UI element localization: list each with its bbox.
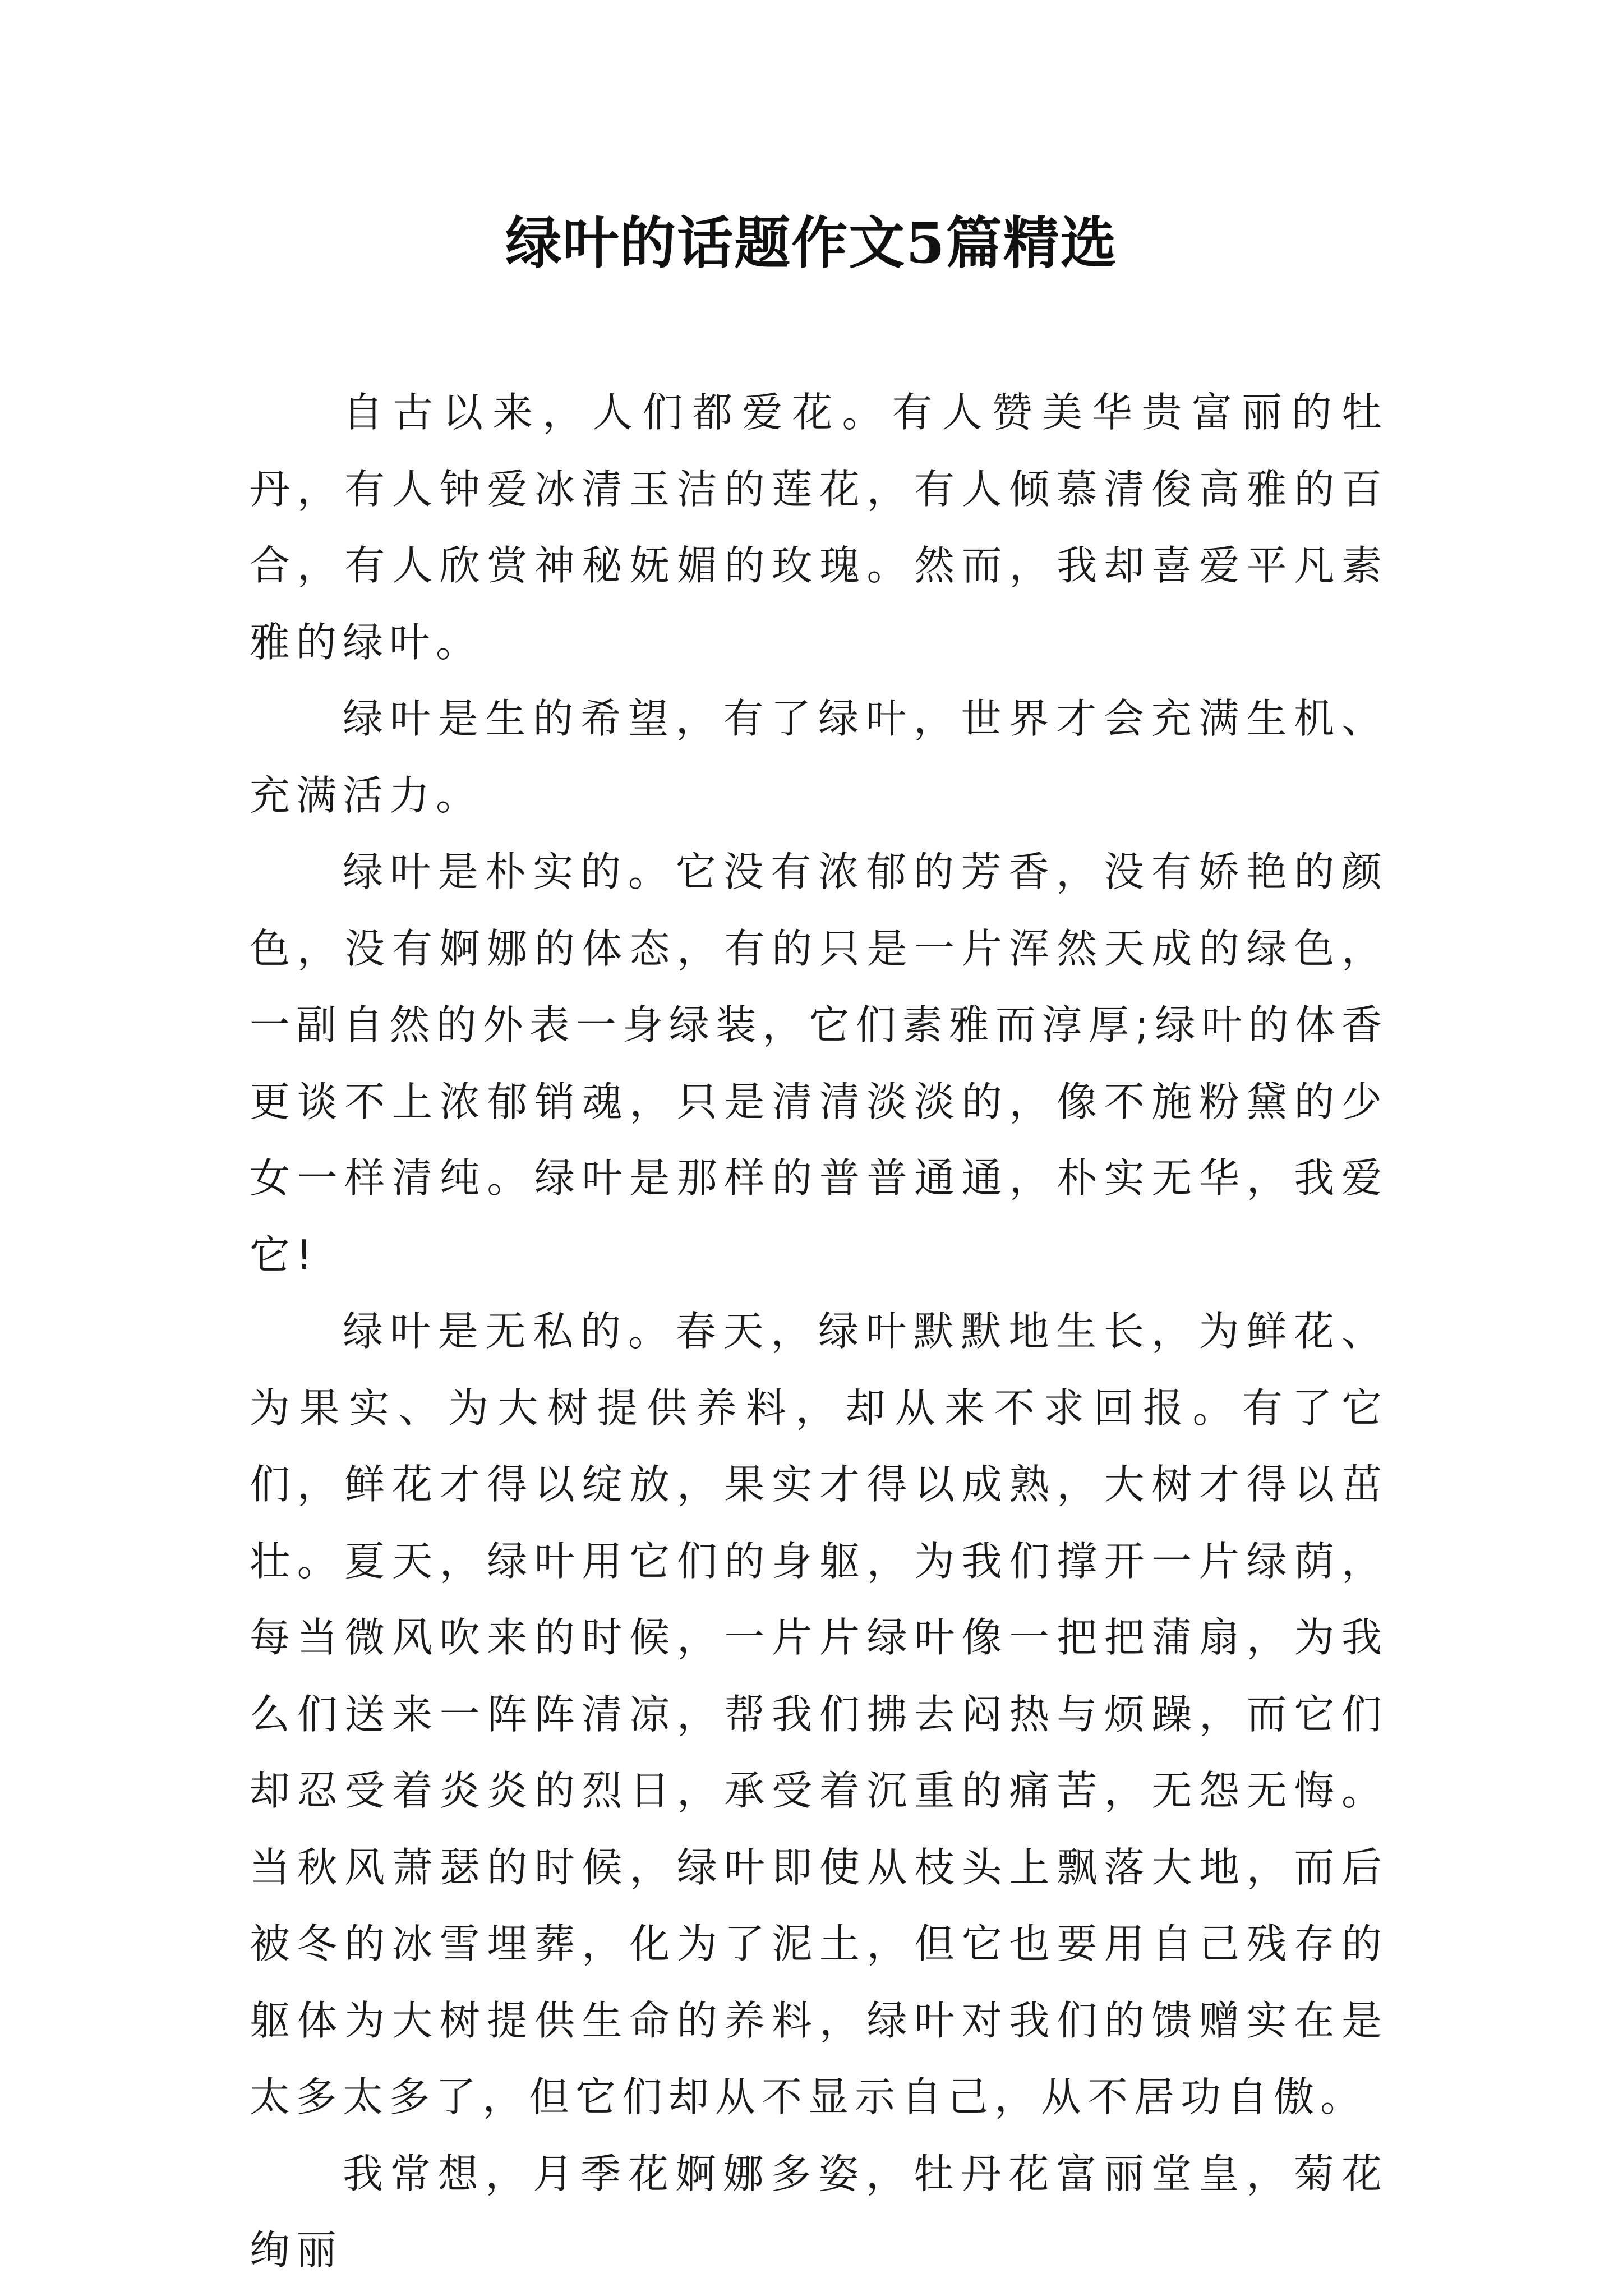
document-title: 绿叶的话题作文5篇精选 <box>505 210 1118 276</box>
paragraph: 自古以来，人们都爱花。有人赞美华贵富丽的牡丹，有人钟爱冰清玉洁的莲花，有人倾慕清俊高雅的百合，有人欣赏神秘妩媚的玫瑰。然而，我却喜爱平凡素雅的绿叶。 <box>250 389 1388 666</box>
paragraph: 我常想，月季花婀娜多姿，牡丹花富丽堂皇，菊花绚丽 <box>250 2150 1388 2274</box>
paragraph: 绿叶是无私的。春天，绿叶默默地生长，为鲜花、为果实、为大树提供养料，却从来不求回报。有了它们，鲜花才得以绽放，果实才得以成熟，大树才得以茁壮。夏天，绿叶用它们的身躯，为我们撑开一片绿荫，每当微风吹来的时候，一片片绿叶像一把把蒲扇，为我么们送来一阵阵清凉，帮我们拂去闷热与烦躁，而它们却忍受着炎炎的烈日，承受着沉重的痛苦，无怨无悔。当秋风萧瑟的时候，绿叶即使从枝头上飘落大地，而后被冬的冰雪埋葬，化为了泥土，但它也要用自己残存的躯体为大树提供生命的养料，绿叶对我们的馈赠实在是太多太多了，但它们却从不显示自己，从不居功自傲。 <box>250 1308 1388 2120</box>
document-body <box>250 374 1388 2289</box>
paragraph: 绿叶是朴实的。它没有浓郁的芳香，没有娇艳的颜色，没有婀娜的体态，有的只是一片浑然天成的绿色，一副自然的外表一身绿装，它们素雅而淳厚;绿叶的体香更谈不上浓郁销魂，只是清清淡淡的，像不施粉黛的少女一样清纯。绿叶是那样的普普通通，朴实无华，我爱它! <box>250 848 1388 1278</box>
paragraph: 绿叶是生的希望，有了绿叶，世界才会充满生机、充满活力。 <box>250 695 1388 819</box>
